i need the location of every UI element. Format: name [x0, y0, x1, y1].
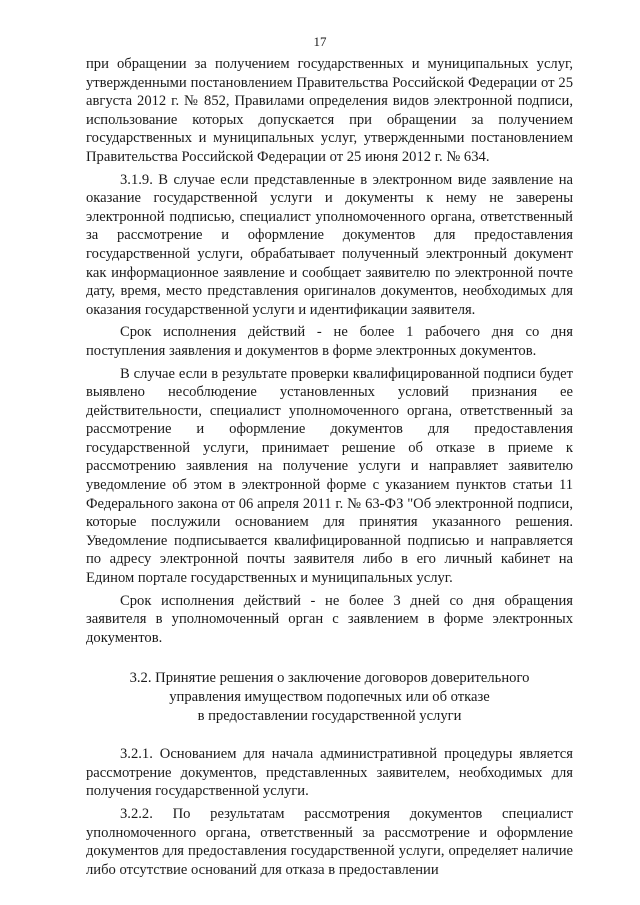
heading-line: управления имуществом подопечных или об отказе: [169, 689, 490, 705]
section-heading-3-2: [86, 669, 573, 725]
paragraph-signature-check: В случае если в результате проверки квалифицированной подписи будет выявлено несоблюдение установленных условий признания ее действительности, специалист уполномоченного органа, ответственный за рассмотрение и оформление документов для предоставления государственной услуги, принимает решение об отказе в приеме к рассмотрению заявления на получение услуги и направляет заявителю уведомление об этом в электронной форме с указанием пунктов статьи 11 Федерального закона от 06 апреля 2011 г. № 63-ФЗ "Об электронной подписи, которые послужили основанием для принятия указанного решения. Уведомление подписывается квалифицированной подписью и направляется по адресу электронной почты заявителя либо в его личный кабинет на Едином портале государственных и муниципальных услуг.: [86, 365, 573, 587]
page-number: 17: [313, 34, 327, 49]
paragraph-3-2-1: 3.2.1. Основанием для начала административной процедуры является рассмотрение документов, представленных заявителем, необходимых для получения государственной услуги.: [86, 746, 573, 800]
paragraph-deadline-3-days: Срок исполнения действий - не более 3 дней со дня обращения заявителя в уполномоченный орган с заявлением в форме электронных документов.: [86, 592, 573, 646]
heading-line: в предоставлении государственной услуги: [197, 707, 462, 724]
document-body: [86, 55, 573, 883]
paragraph-3-1-9: 3.1.9. В случае если представленные в электронном виде заявление на оказание государственной услуги и документы к нему не заверены электронной подписью, специалист уполномоченного органа, ответственный за рассмотрение и оформление документов для предоставления государственной услуги, обрабатывает полученный электронный документ как информационное заявление и сообщает заявителю по электронной почте дату, время, место представления оригиналов документов, необходимых для оказания государственной услуги и идентификации заявителя.: [86, 171, 573, 318]
paragraph-deadline-1-day: Срок исполнения действий - не более 1 рабочего дня со дня поступления заявления и документов в форме электронных документов.: [86, 324, 573, 359]
heading-line: 3.2. Принятие решения о заключение договоров доверительного: [129, 670, 530, 687]
paragraph-3-2-2: 3.2.2. По результатам рассмотрения документов специалист уполномоченного органа, ответственный за рассмотрение и оформление документов для предоставления государственной услуги, определяет наличие либо отсутствие оснований для отказа в предоставлении: [86, 805, 573, 878]
paragraph-regulation-reference: при обращении за получением государственных и муниципальных услуг, утвержденными постановлением Правительства Российской Федерации от 25 августа 2012 г. № 852, Правилами определения видов электронной подписи, использование которых допускается при обращении за получением государственных и муниципальных услуг, утвержденными постановлением Правительства Российской Федерации от 25 июня 2012 г. № 634.: [86, 56, 573, 165]
